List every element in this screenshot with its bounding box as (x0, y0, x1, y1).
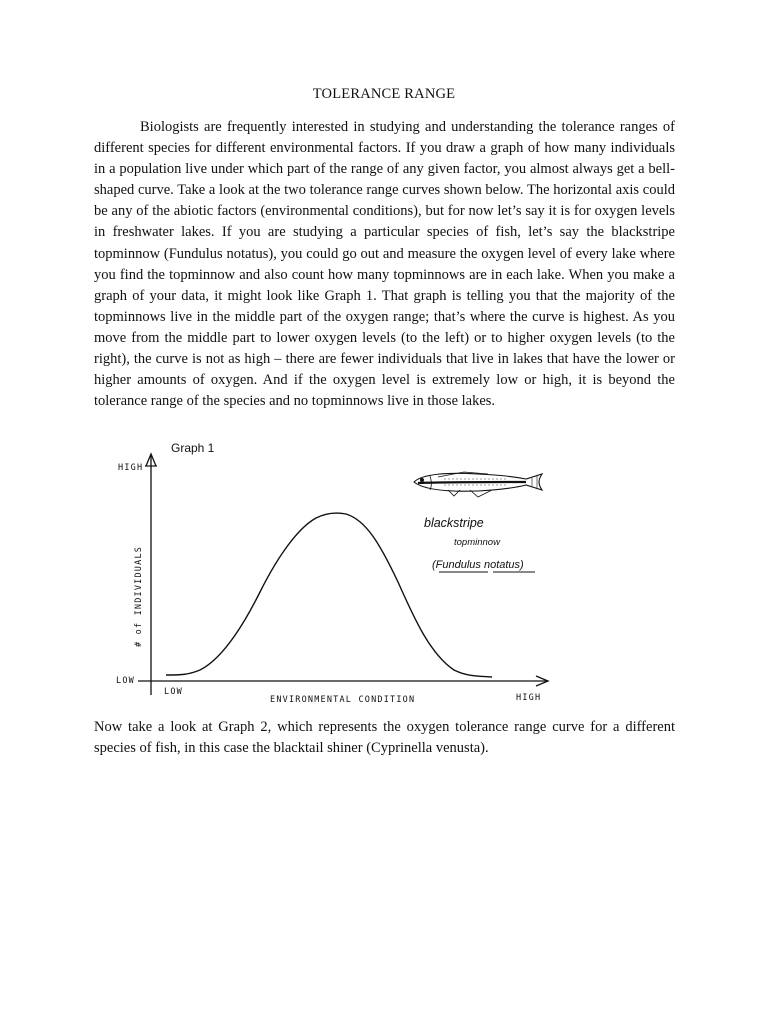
y-high-label: HIGH (118, 463, 144, 473)
fish-label-line-2: topminnow (454, 537, 500, 548)
y-low-label: LOW (116, 676, 135, 686)
graph-title: Graph 1 (171, 441, 215, 455)
bell-curve (166, 513, 492, 677)
fish-label-line-1: blackstripe (424, 516, 484, 530)
x-low-label: LOW (164, 687, 183, 697)
graph-1-figure (108, 432, 578, 710)
x-axis-label: ENVIRONMENTAL CONDITION (270, 695, 416, 705)
y-axis-label: # of INDIVIDUALS (134, 545, 144, 647)
graph-2-intro-paragraph: Now take a look at Graph 2, which represents the oxygen tolerance range curve for a different species of fish, in this case the blacktail shiner (Cyprinella venusta). (94, 719, 675, 757)
tolerance-curve-graph (108, 432, 578, 710)
page-title: TOLERANCE RANGE (312, 86, 456, 102)
topminnow-fish-icon (414, 472, 542, 497)
x-high-label: HIGH (516, 693, 542, 703)
intro-paragraph: Biologists are frequently interested in studying and understanding the tolerance ranges of different species for different environmental factors. If you draw a graph of how many individuals in a population live under which part of the range of any given factor, you almost always get a bell-shaped curve. Take a look at the two tolerance range curves shown below. The horizontal axis could be any of the abiotic factors (environmental conditions), but for now let’s say it is for oxygen levels in freshwater lakes. If you are studying a particular species of fish, let’s say the blackstripe topminnow (Fundulus notatus), you could go out and measure the oxygen level of every lake where you find the topminnow and also count how many topminnows are in each lake. When you make a graph of your data, it might look like Graph 1. That graph is telling you that the majority of the topminnows live in the middle part of the oxygen range; that’s where the curve is highest. As you move from the middle part to lower oxygen levels (to the left) or to higher oxygen levels (to the right), the curve is not as high – there are fewer individuals that live in lakes that have the lower or higher amounts of oxygen. And if the oxygen level is extremely low or high, it is beyond the tolerance range of the species and no topminnows live in those lakes. (94, 119, 675, 410)
fish-label-line-3: (Fundulus notatus) (432, 559, 524, 571)
